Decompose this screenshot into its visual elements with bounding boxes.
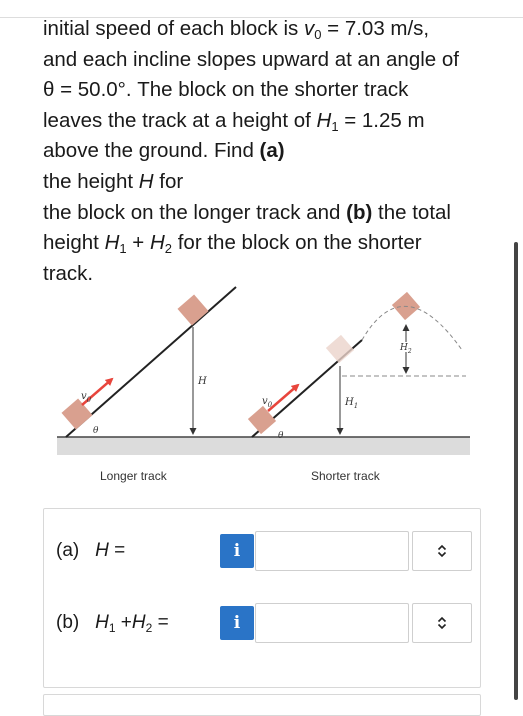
ground (57, 437, 470, 455)
part-b-unit-select[interactable] (412, 603, 472, 643)
problem-line-4: leaves the track at a height of $H_1 = 1.25$ m (43, 108, 425, 134)
shorter-H2-label: $H_2$ (400, 343, 412, 355)
problem-line-2: and each incline slopes upward at an angle of (43, 47, 459, 71)
longer-theta-label: θ (93, 426, 99, 436)
info-icon: i (233, 541, 241, 561)
problem-line-7: the block on the longer track and (b) the total (43, 200, 451, 224)
chevron-updown-icon (437, 544, 447, 558)
shorter-v0-arrow (268, 385, 298, 411)
part-a-info-button[interactable] (220, 534, 254, 568)
chevron-updown-icon (437, 616, 447, 630)
part-b-label: (b) $H_1 +H_2$ = (56, 612, 169, 635)
info-icon: i (233, 613, 241, 633)
part-a-unit-select[interactable] (412, 531, 472, 571)
shorter-H1-label: $H_1$ (345, 397, 359, 410)
longer-v0-label: $v_0$ (81, 391, 92, 404)
longer-H-label: H (198, 376, 207, 387)
answer-panel (43, 508, 481, 688)
shorter-caption: Shorter track (311, 469, 380, 483)
scrollbar[interactable] (514, 242, 518, 700)
problem-line-1: initial speed of each block is $v_0 = 7.03$ m/s, (43, 17, 430, 42)
next-panel-edge (43, 694, 481, 716)
part-a-answer-input[interactable] (255, 531, 409, 571)
problem-line-8: height $H_1 + H_2$ for the block on the shorter (43, 231, 422, 257)
problem-text (43, 14, 503, 289)
shorter-v0-label: $v_0$ (262, 396, 273, 409)
problem-line-6: the height H for (43, 169, 184, 193)
longer-top-block (177, 294, 208, 325)
shorter-theta-label: θ (278, 431, 284, 441)
problem-line-9: track. (43, 261, 94, 285)
shorter-bottom-block (248, 406, 276, 434)
part-b-answer-input[interactable] (255, 603, 409, 643)
part-b-info-button[interactable] (220, 606, 254, 640)
inclines-figure (0, 270, 523, 500)
part-a-label: (a) H = (56, 540, 126, 561)
longer-caption: Longer track (100, 469, 167, 483)
problem-line-5: above the ground. Find (a) (43, 139, 285, 163)
shorter-ghost-block (326, 335, 354, 363)
problem-line-3: θ = 50.0°. The block on the shorter track (43, 78, 409, 102)
